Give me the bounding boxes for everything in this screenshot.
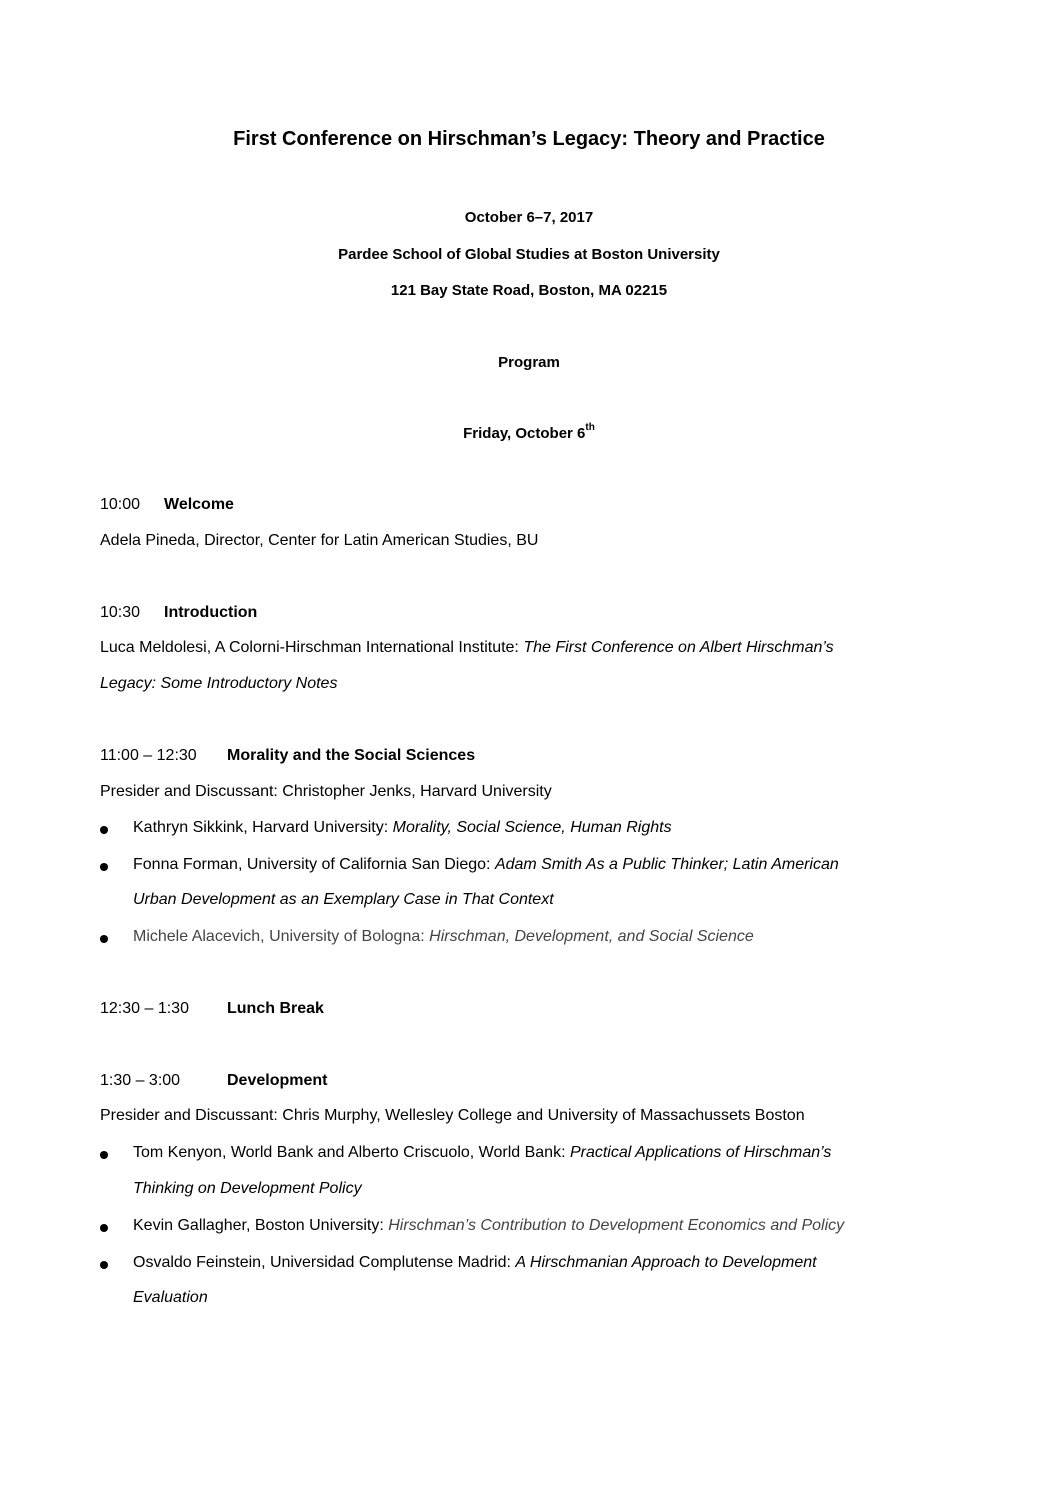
talk-item bbox=[133, 819, 672, 837]
talk-title: Practical Applications of Hirschman’s bbox=[569, 1144, 832, 1161]
session-heading: Introduction bbox=[164, 604, 258, 621]
speaker: Luca Meldolesi, A Colorni-Hirschman International Institute: bbox=[100, 639, 524, 656]
speaker: Osvaldo Feinstein, Universidad Complutense Madrid: bbox=[133, 1254, 516, 1271]
speaker: Michele Alacevich, University of Bologna: bbox=[133, 928, 430, 945]
session-presider: Presider and Discussant: Christopher Jenks, Harvard University bbox=[100, 783, 552, 800]
conference-address: 121 Bay State Road, Boston, MA 02215 bbox=[390, 282, 668, 299]
session-time: 1:30 – 3:00 bbox=[100, 1072, 181, 1089]
speaker: Fonna Forman, University of California San Diego: bbox=[133, 856, 495, 873]
bullet-icon bbox=[100, 1261, 108, 1269]
bullet-icon bbox=[100, 935, 108, 943]
session-time: 10:00 bbox=[100, 496, 141, 513]
day-label: Friday, October 6 bbox=[463, 425, 586, 442]
talk-title: Hirschman’s Contribution to Development Economics and Policy bbox=[388, 1217, 845, 1234]
session-time: 12:30 – 1:30 bbox=[100, 1000, 189, 1017]
talk-item bbox=[133, 928, 754, 946]
talk-title: A Hirschmanian Approach to Development bbox=[515, 1254, 817, 1271]
speaker: Kathryn Sikkink, Harvard University: bbox=[133, 819, 393, 836]
session-heading: Lunch Break bbox=[227, 1000, 324, 1017]
bullet-icon bbox=[100, 863, 108, 871]
talk-title: The First Conference on Albert Hirschman’s bbox=[523, 639, 834, 656]
session-lunch bbox=[100, 1000, 324, 1018]
conference-title: First Conference on Hirschman’s Legacy: Theory and Practice bbox=[233, 128, 825, 150]
talk-item bbox=[133, 856, 839, 874]
talk-title-continued: Urban Development as an Exemplary Case in That Context bbox=[133, 891, 554, 908]
bullet-icon bbox=[100, 826, 108, 834]
talk-title-continued: Legacy: Some Introductory Notes bbox=[100, 675, 338, 692]
bullet-icon bbox=[100, 1151, 108, 1159]
day-suffix: th bbox=[585, 422, 595, 433]
session-welcome bbox=[100, 496, 234, 514]
conference-venue: Pardee School of Global Studies at Boston University bbox=[338, 246, 720, 263]
talk-item bbox=[133, 1144, 831, 1162]
talk-item bbox=[133, 1217, 844, 1235]
session-time: 10:30 bbox=[100, 604, 141, 621]
program-label: Program bbox=[498, 354, 560, 371]
talk-title: Adam Smith As a Public Thinker; Latin American bbox=[494, 856, 839, 873]
session-time: 11:00 – 12:30 bbox=[100, 747, 197, 764]
talk-title: Morality, Social Science, Human Rights bbox=[392, 819, 672, 836]
conference-dates: October 6–7, 2017 bbox=[464, 209, 594, 226]
speaker: Kevin Gallagher, Boston University: bbox=[133, 1217, 389, 1234]
bullet-icon bbox=[100, 1224, 108, 1232]
session-speaker: Adela Pineda, Director, Center for Latin American Studies, BU bbox=[100, 532, 539, 549]
session-speaker-line bbox=[100, 639, 834, 657]
day-heading bbox=[0, 424, 1058, 442]
session-heading: Development bbox=[227, 1072, 328, 1089]
speaker: Tom Kenyon, World Bank and Alberto Criscuolo, World Bank: bbox=[133, 1144, 570, 1161]
talk-title: Hirschman, Development, and Social Science bbox=[429, 928, 754, 945]
session-development bbox=[100, 1072, 327, 1090]
session-introduction bbox=[100, 604, 257, 622]
session-heading: Morality and the Social Sciences bbox=[227, 747, 476, 764]
session-morality bbox=[100, 747, 475, 765]
session-presider: Presider and Discussant: Chris Murphy, Wellesley College and University of Massachussets Boston bbox=[100, 1107, 805, 1124]
talk-title-continued: Evaluation bbox=[133, 1289, 208, 1306]
session-heading: Welcome bbox=[164, 496, 234, 513]
talk-item bbox=[133, 1254, 817, 1272]
talk-title-continued: Thinking on Development Policy bbox=[133, 1180, 362, 1197]
